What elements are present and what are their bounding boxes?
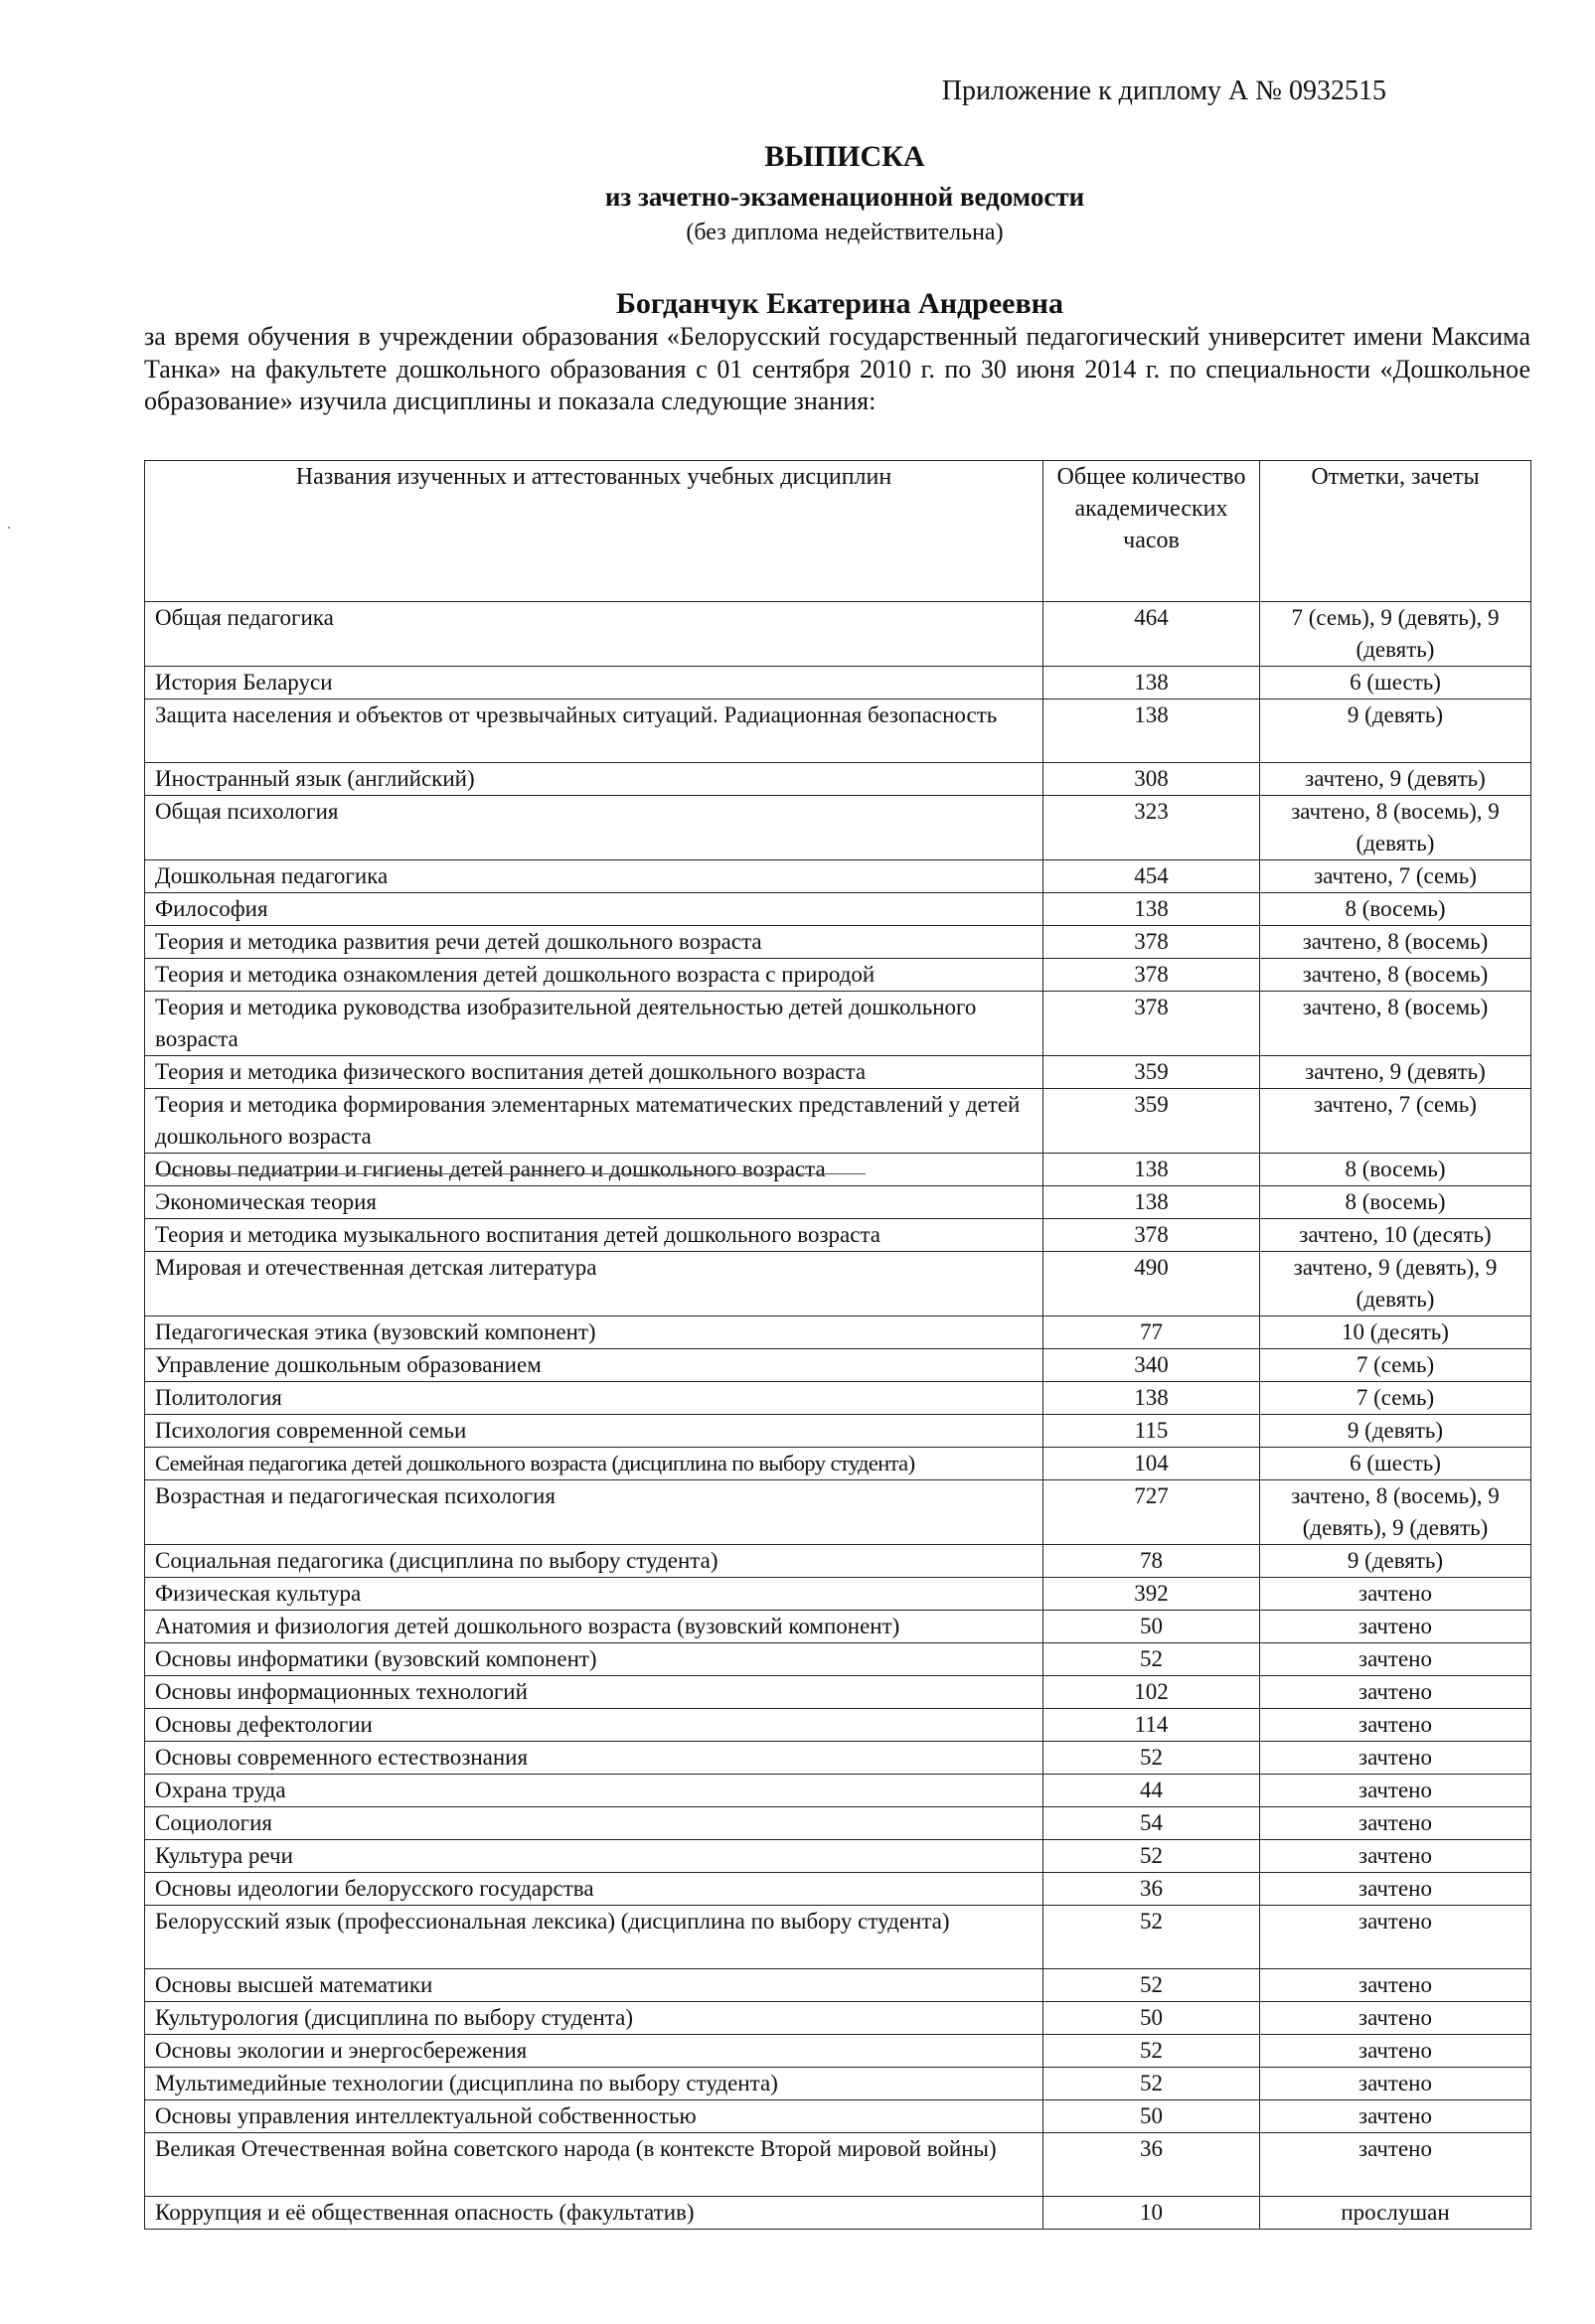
discipline-name [145, 1415, 1043, 1448]
grade-mark: зачтено [1260, 2100, 1531, 2133]
discipline-name [145, 1906, 1043, 1969]
grade-mark: зачтено, 10 (десять) [1260, 1219, 1531, 1252]
academic-hours: 454 [1043, 860, 1260, 893]
discipline-name-text: Возрастная и педагогическая психология [155, 1483, 556, 1508]
discipline-name-text: Экономическая теория [155, 1189, 377, 1214]
grade-mark: зачтено [1260, 1709, 1531, 1742]
grade-mark: зачтено, 7 (семь) [1260, 860, 1531, 893]
discipline-name-text: Теория и методика музыкального воспитания детей дошкольного возраста [155, 1222, 881, 1247]
discipline-name-text: Теория и методика ознакомления детей дошкольного возраста с природой [155, 962, 876, 987]
grade-mark: 6 (шесть) [1260, 667, 1531, 699]
discipline-name [145, 1154, 1043, 1186]
discipline-name-text: Основы современного естествознания [155, 1745, 529, 1770]
academic-hours: 52 [1043, 1906, 1260, 1969]
table-row [145, 1775, 1531, 1807]
table-row [145, 602, 1531, 667]
table-row [145, 1154, 1531, 1186]
discipline-name [145, 796, 1043, 860]
academic-hours: 114 [1043, 1709, 1260, 1742]
table-row [145, 667, 1531, 699]
discipline-name [145, 2133, 1043, 2197]
grade-mark: прослушан [1260, 2197, 1531, 2230]
grade-mark: 8 (восемь) [1260, 1186, 1531, 1219]
table-row [145, 796, 1531, 860]
table-row [145, 1349, 1531, 1382]
discipline-name-text: Основы управления интеллектуальной собственностью [155, 2103, 697, 2128]
grade-mark: 7 (семь) [1260, 1349, 1531, 1382]
table-row [145, 2100, 1531, 2133]
grade-mark: 8 (восемь) [1260, 893, 1531, 926]
table-row [145, 1415, 1531, 1448]
grade-mark: 8 (восемь) [1260, 1154, 1531, 1186]
discipline-name-text: Социология [155, 1810, 272, 1835]
academic-hours: 52 [1043, 1969, 1260, 2002]
academic-hours: 78 [1043, 1545, 1260, 1578]
discipline-name-text: Культура речи [155, 1843, 293, 1868]
discipline-name-text: Иностранный язык (английский) [155, 766, 475, 791]
discipline-name-text: Мультимедийные технологии (дисциплина по выбору студента) [155, 2071, 778, 2095]
discipline-name [145, 1317, 1043, 1349]
discipline-name-text: Управление дошкольным образованием [155, 1352, 542, 1377]
academic-hours: 36 [1043, 1873, 1260, 1906]
table-row [145, 1742, 1531, 1775]
discipline-name-text: Основы педиатрии и гигиены детей раннего и дошкольного возраста [155, 1157, 826, 1181]
table-row [145, 1578, 1531, 1611]
table-row [145, 1906, 1531, 1969]
column-header-discipline: Названия изученных и аттестованных учебных дисциплин [145, 461, 1043, 602]
discipline-name [145, 1775, 1043, 1807]
grade-mark: зачтено [1260, 1906, 1531, 1969]
discipline-name-text: Педагогическая этика (вузовский компонент) [155, 1319, 596, 1344]
discipline-name [145, 2068, 1043, 2100]
table-row [145, 860, 1531, 893]
table-row [145, 959, 1531, 992]
discipline-name [145, 1545, 1043, 1578]
table-row [145, 1317, 1531, 1349]
discipline-name [145, 2100, 1043, 2133]
grade-mark: 6 (шесть) [1260, 1448, 1531, 1480]
grade-mark: 7 (семь), 9 (девять), 9 (девять) [1260, 602, 1531, 667]
discipline-name-text: Мировая и отечественная детская литература [155, 1255, 597, 1280]
discipline-name-text: Теория и методика развития речи детей дошкольного возраста [155, 929, 762, 954]
table-row [145, 1643, 1531, 1676]
academic-hours: 490 [1043, 1252, 1260, 1317]
discipline-name-text: Основы высшей математики [155, 1972, 433, 1997]
academic-hours: 392 [1043, 1578, 1260, 1611]
discipline-name-text: Белорусский язык (профессиональная лексика) (дисциплина по выбору студента) [155, 1909, 950, 1934]
academic-hours: 359 [1043, 1056, 1260, 1089]
discipline-name-text: Охрана труда [155, 1778, 286, 1802]
document-subtitle: из зачетно-экзаменационной ведомости [604, 182, 1085, 212]
table-row [145, 1969, 1531, 2002]
grade-mark: зачтено, 7 (семь) [1260, 1089, 1531, 1154]
discipline-name [145, 2035, 1043, 2068]
academic-hours: 340 [1043, 1349, 1260, 1382]
grade-mark: 10 (десять) [1260, 1317, 1531, 1349]
discipline-name [145, 1676, 1043, 1709]
discipline-name-text: Психология современной семьи [155, 1418, 467, 1443]
grade-mark: 9 (девять) [1260, 699, 1531, 763]
table-row [145, 2035, 1531, 2068]
discipline-name-text: Основы экологии и энергосбережения [155, 2038, 528, 2063]
discipline-name [145, 1448, 1043, 1480]
discipline-name-text: Основы информатики (вузовский компонент) [155, 1646, 597, 1671]
grade-mark: зачтено, 8 (восемь), 9 (девять), 9 (девять) [1260, 1480, 1531, 1545]
table-row [145, 1056, 1531, 1089]
table-row [145, 1252, 1531, 1317]
discipline-name [145, 893, 1043, 926]
discipline-name-text: Политология [155, 1385, 282, 1410]
discipline-name-text: Теория и методика формирования элементарных математических представлений у детей дошкольного возраста [155, 1092, 1021, 1149]
academic-hours: 115 [1043, 1415, 1260, 1448]
discipline-name-text: Коррупция и её общественная опасность (факультатив) [155, 2200, 695, 2225]
discipline-name [145, 1578, 1043, 1611]
grade-mark: зачтено [1260, 1873, 1531, 1906]
grade-mark: зачтено, 9 (девять) [1260, 763, 1531, 796]
discipline-name [145, 1873, 1043, 1906]
academic-hours: 378 [1043, 992, 1260, 1056]
table-row [145, 1676, 1531, 1709]
discipline-name-text: Социальная педагогика (дисциплина по выбору студента) [155, 1548, 718, 1573]
academic-hours: 52 [1043, 2035, 1260, 2068]
discipline-name [145, 992, 1043, 1056]
diploma-annex-number: Приложение к диплому А № 0932515 [941, 76, 1386, 106]
grade-mark: зачтено, 9 (девять) [1260, 1056, 1531, 1089]
discipline-name [145, 2002, 1043, 2035]
discipline-name-text: Основы дефектологии [155, 1712, 373, 1737]
discipline-name [145, 1643, 1043, 1676]
table-row [145, 1611, 1531, 1643]
discipline-name-text: Общая психология [155, 799, 339, 824]
discipline-name-text: Основы идеологии белорусского государства [155, 1876, 594, 1901]
table-row [145, 1807, 1531, 1840]
grade-mark: зачтено [1260, 2002, 1531, 2035]
academic-hours: 359 [1043, 1089, 1260, 1154]
table-row [145, 1545, 1531, 1578]
grade-mark: зачтено [1260, 1742, 1531, 1775]
scan-artifact [8, 527, 10, 529]
validity-note: (без диплома недействительна) [686, 220, 1004, 245]
document-title: ВЫПИСКА [764, 140, 925, 173]
grade-mark: зачтено [1260, 1676, 1531, 1709]
discipline-name [145, 699, 1043, 763]
academic-hours: 727 [1043, 1480, 1260, 1545]
grade-mark: зачтено [1260, 1578, 1531, 1611]
column-header-marks: Отметки, зачеты [1260, 461, 1531, 602]
discipline-name [145, 1709, 1043, 1742]
grade-mark: зачтено [1260, 1840, 1531, 1873]
academic-hours: 104 [1043, 1448, 1260, 1480]
grade-mark: зачтено [1260, 1775, 1531, 1807]
discipline-name [145, 959, 1043, 992]
table-row [145, 992, 1531, 1056]
table-row [145, 893, 1531, 926]
discipline-name [145, 1840, 1043, 1873]
grade-mark: зачтено, 8 (восемь) [1260, 926, 1531, 959]
discipline-name [145, 1742, 1043, 1775]
table-row [145, 926, 1531, 959]
discipline-name-text: Теория и методика физического воспитания детей дошкольного возраста [155, 1059, 867, 1084]
discipline-name-text: Теория и методика руководства изобразительной деятельностью детей дошкольного возраста [155, 995, 977, 1051]
grade-mark: зачтено [1260, 1611, 1531, 1643]
discipline-name [145, 667, 1043, 699]
discipline-name [145, 1186, 1043, 1219]
student-name: Богданчук Екатерина Андреевна [616, 287, 1063, 320]
discipline-name [145, 1807, 1043, 1840]
academic-hours: 308 [1043, 763, 1260, 796]
discipline-name-text: Философия [155, 896, 268, 921]
table-row [145, 2133, 1531, 2197]
discipline-name-text: Физическая культура [155, 1581, 362, 1606]
grades-table-body [145, 602, 1531, 2230]
academic-hours: 50 [1043, 2100, 1260, 2133]
academic-hours: 464 [1043, 602, 1260, 667]
academic-hours: 77 [1043, 1317, 1260, 1349]
grade-mark: зачтено [1260, 1643, 1531, 1676]
academic-hours: 52 [1043, 2068, 1260, 2100]
intro-paragraph: за время обучения в учреждении образования «Белорусский государственный педагогический университет имени Максима Танка» на факультете дошкольного образования с 01 сентября 2010 г. по 30 июня 2014 г. по специальности «Дошкольное образование» изучила дисциплины и показала следующие знания: [144, 322, 1530, 415]
academic-hours: 138 [1043, 1186, 1260, 1219]
discipline-name [145, 1219, 1043, 1252]
grade-mark: зачтено [1260, 1807, 1531, 1840]
grades-table [144, 460, 1531, 2230]
discipline-name-text: Анатомия и физиология детей дошкольного возраста (вузовский компонент) [155, 1614, 900, 1638]
table-row [145, 1480, 1531, 1545]
discipline-name [145, 763, 1043, 796]
grade-mark: 7 (семь) [1260, 1382, 1531, 1415]
table-row [145, 1382, 1531, 1415]
discipline-name [145, 926, 1043, 959]
academic-hours: 52 [1043, 1643, 1260, 1676]
academic-hours: 52 [1043, 1840, 1260, 1873]
grade-mark: зачтено, 8 (восемь), 9 (девять) [1260, 796, 1531, 860]
academic-hours: 138 [1043, 893, 1260, 926]
table-row [145, 699, 1531, 763]
academic-hours: 36 [1043, 2133, 1260, 2197]
discipline-name-text: Общая педагогика [155, 605, 334, 630]
table-row [145, 1709, 1531, 1742]
academic-hours: 10 [1043, 2197, 1260, 2230]
discipline-name [145, 860, 1043, 893]
grade-mark: зачтено, 8 (восемь) [1260, 992, 1531, 1056]
table-row [145, 2197, 1531, 2230]
table-header-row [145, 461, 1531, 602]
grade-mark: зачтено [1260, 2068, 1531, 2100]
grade-mark: зачтено, 8 (восемь) [1260, 959, 1531, 992]
discipline-name [145, 1969, 1043, 2002]
discipline-name [145, 2197, 1043, 2230]
table-row [145, 1186, 1531, 1219]
discipline-name [145, 1382, 1043, 1415]
table-row [145, 763, 1531, 796]
academic-hours: 138 [1043, 1382, 1260, 1415]
academic-hours: 44 [1043, 1775, 1260, 1807]
table-row [145, 1089, 1531, 1154]
grade-mark: 9 (девять) [1260, 1415, 1531, 1448]
academic-hours: 138 [1043, 1154, 1260, 1186]
discipline-name [145, 1611, 1043, 1643]
discipline-name [145, 1349, 1043, 1382]
academic-hours: 54 [1043, 1807, 1260, 1840]
discipline-name [145, 1056, 1043, 1089]
grade-mark: зачтено [1260, 2035, 1531, 2068]
grade-mark: 9 (девять) [1260, 1545, 1531, 1578]
column-header-hours: Общее количество академических часов [1043, 461, 1260, 602]
academic-hours: 52 [1043, 1742, 1260, 1775]
table-row [145, 1219, 1531, 1252]
table-row [145, 1873, 1531, 1906]
academic-hours: 138 [1043, 699, 1260, 763]
academic-hours: 378 [1043, 1219, 1260, 1252]
table-row [145, 1448, 1531, 1480]
discipline-name-text: Великая Отечественная война советского народа (в контексте Второй мировой войны) [155, 2136, 997, 2161]
academic-hours: 138 [1043, 667, 1260, 699]
discipline-name-text: Семейная педагогика детей дошкольного возраста (дисциплина по выбору студента) [155, 1451, 915, 1475]
discipline-name [145, 1089, 1043, 1154]
academic-hours: 323 [1043, 796, 1260, 860]
table-row [145, 2002, 1531, 2035]
grade-mark: зачтено, 9 (девять), 9 (девять) [1260, 1252, 1531, 1317]
discipline-name [145, 602, 1043, 667]
academic-hours: 50 [1043, 2002, 1260, 2035]
academic-hours: 378 [1043, 959, 1260, 992]
academic-hours: 102 [1043, 1676, 1260, 1709]
discipline-name-text: Культурология (дисциплина по выбору студента) [155, 2005, 633, 2030]
discipline-name-text: Основы информационных технологий [155, 1679, 528, 1704]
table-row [145, 1840, 1531, 1873]
discipline-name-text: Защита населения и объектов от чрезвычайных ситуаций. Радиационная безопасность [155, 702, 998, 727]
discipline-name [145, 1252, 1043, 1317]
academic-hours: 50 [1043, 1611, 1260, 1643]
grade-mark: зачтено [1260, 2133, 1531, 2197]
grade-mark: зачтено [1260, 1969, 1531, 2002]
discipline-name-text: История Беларуси [155, 670, 333, 695]
discipline-name [145, 1480, 1043, 1545]
academic-hours: 378 [1043, 926, 1260, 959]
discipline-name-text: Дошкольная педагогика [155, 863, 389, 888]
table-row [145, 2068, 1531, 2100]
